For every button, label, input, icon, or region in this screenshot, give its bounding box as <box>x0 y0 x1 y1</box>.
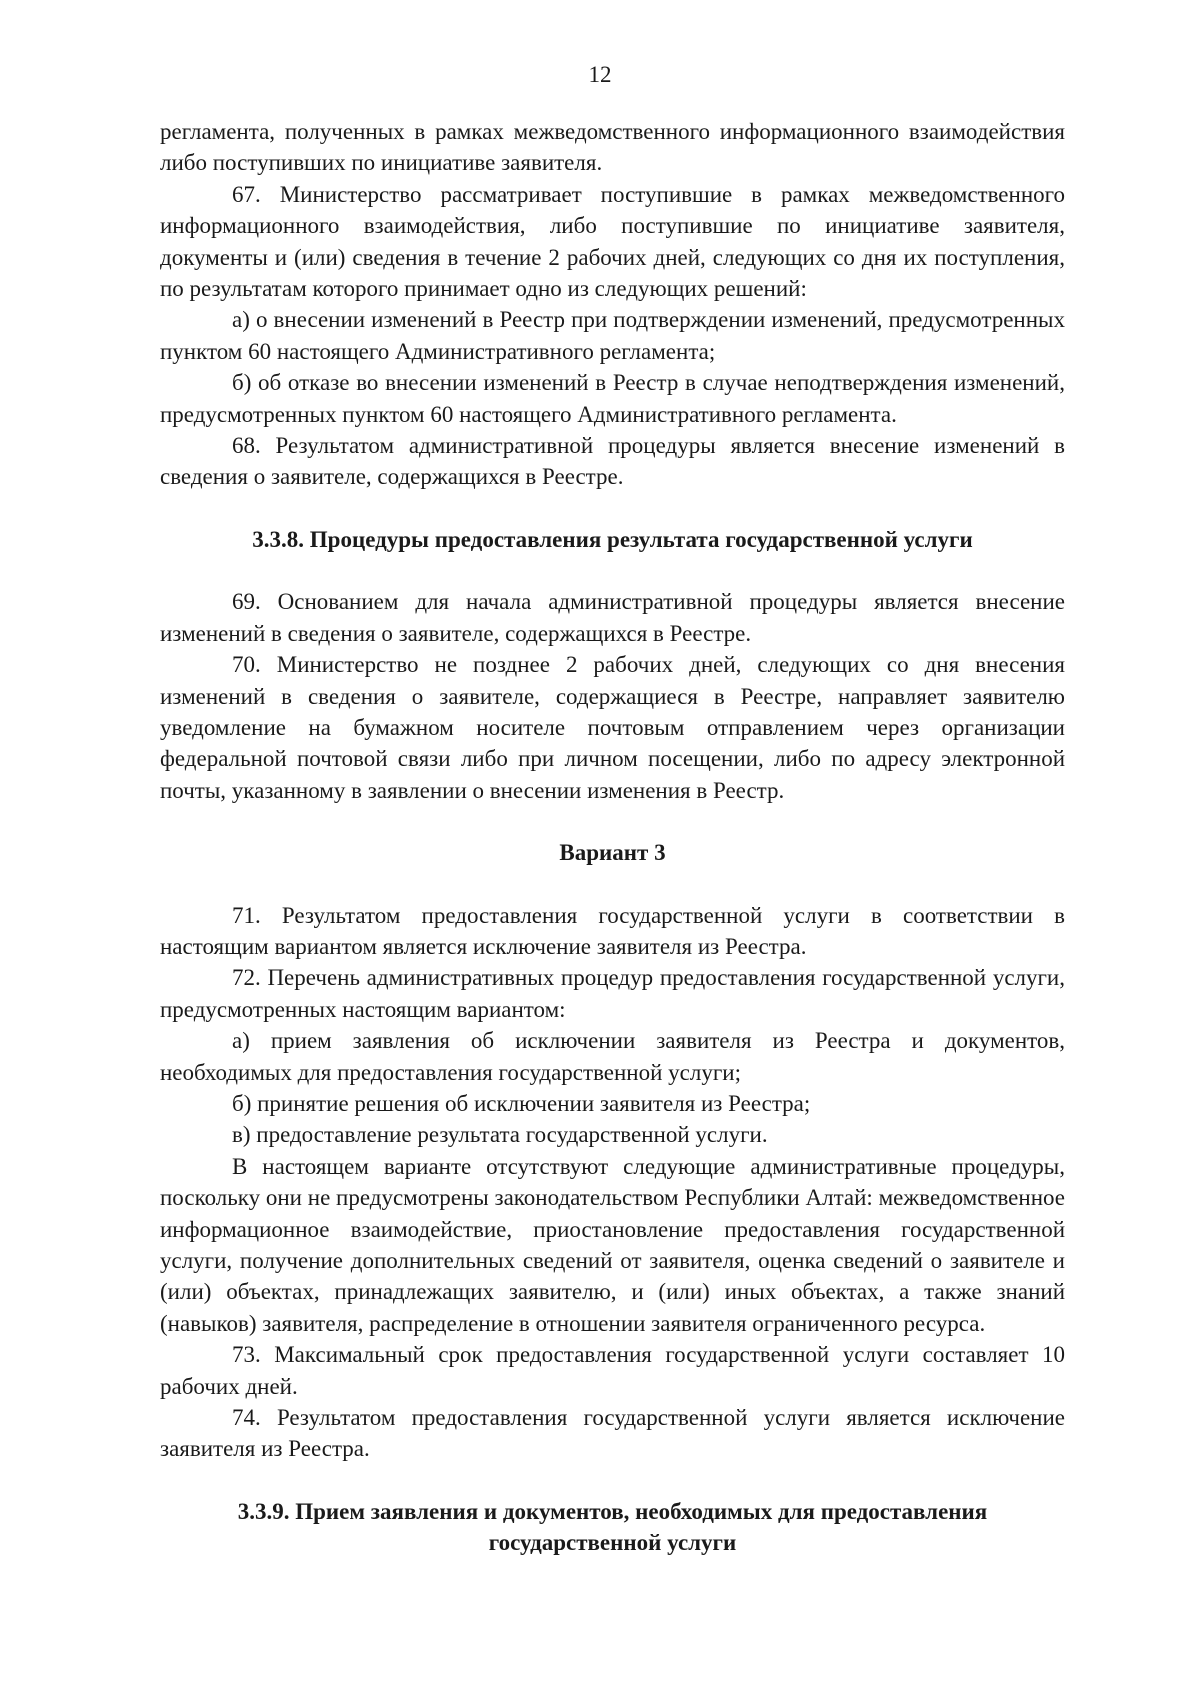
page-content <box>160 116 1065 1559</box>
paragraph-67: 67. Министерство рассматривает поступившие в рамках межведомственного информационного взаимодействия, либо поступившие по инициативе заявителя, документы и (или) сведения в течение 2 рабочих дней, следующих со дня их поступления, по результатам которого принимает одно из следующих решений: <box>160 181 1065 302</box>
paragraph-67-b: б) об отказе во внесении изменений в Реестр в случае неподтверждения изменений, предусмотренных пунктом 60 настоящего Административного регламента. <box>160 370 1065 427</box>
page-number: 12 <box>588 62 612 87</box>
section-heading-3-3-9-line1: 3.3.9. Прием заявления и документов, необходимых для предоставления <box>237 1498 988 1524</box>
paragraph-69: 69. Основанием для начала административной процедуры является внесение изменений в сведения о заявителе, содержащихся в Реестре. <box>160 589 1065 646</box>
section-heading-3-3-9-line2: государственной услуги <box>488 1530 737 1556</box>
paragraph-72-b: б) принятие решения об исключении заявителя из Реестра; <box>232 1090 811 1116</box>
paragraph-74: 74. Результатом предоставления государственной услуги является исключение заявителя из Реестра. <box>160 1405 1065 1462</box>
paragraph-73: 73. Максимальный срок предоставления государственной услуги составляет 10 рабочих дней. <box>160 1342 1065 1399</box>
section-heading-3-3-9 <box>160 1496 1065 1559</box>
paragraph-67-a: а) о внесении изменений в Реестр при подтверждении изменений, предусмотренных пунктом 60 настоящего Административного регламента; <box>160 307 1065 364</box>
paragraph-71: 71. Результатом предоставления государственной услуги в соответствии в настоящим вариантом является исключение заявителя из Реестра. <box>160 902 1065 959</box>
paragraph-72-c: в) предоставление результата государственной услуги. <box>232 1122 768 1148</box>
paragraph-exclusions: В настоящем варианте отсутствуют следующие административные процедуры, поскольку они не предусмотрены законодательством Республики Алтай: межведомственное информационное взаимодействие, приостановление предоставления государственной услуги, получение дополнительных сведений от заявителя, оценка сведений о заявителе и (или) объектах, принадлежащих заявителю, и (или) иных объектах, а также знаний (навыков) заявителя, распределение в отношении заявителя ограниченного ресурса. <box>160 1153 1065 1336</box>
paragraph-72: 72. Перечень административных процедур предоставления государственной услуги, предусмотренных настоящим вариантом: <box>160 965 1065 1022</box>
paragraph-70: 70. Министерство не позднее 2 рабочих дней, следующих со дня внесения изменений в сведения о заявителе, содержащиеся в Реестре, направляет заявителю уведомление на бумажном носителе почтовым отправлением через организации федеральной почтовой связи либо при личном посещении, либо по адресу электронной почты, указанному в заявлении о внесении изменения в Реестр. <box>160 652 1065 803</box>
section-heading-3-3-8: 3.3.8. Процедуры предоставления результата государственной услуги <box>252 526 973 552</box>
paragraph-72-a: а) прием заявления об исключении заявителя из Реестра и документов, необходимых для предоставления государственной услуги; <box>160 1028 1065 1085</box>
section-heading-variant-3: Вариант 3 <box>559 840 666 866</box>
paragraph-continuation: регламента, полученных в рамках межведомственного информационного взаимодействия либо поступивших по инициативе заявителя. <box>160 119 1065 176</box>
paragraph-68: 68. Результатом административной процедуры является внесение изменений в сведения о заявителе, содержащихся в Реестре. <box>160 433 1065 490</box>
